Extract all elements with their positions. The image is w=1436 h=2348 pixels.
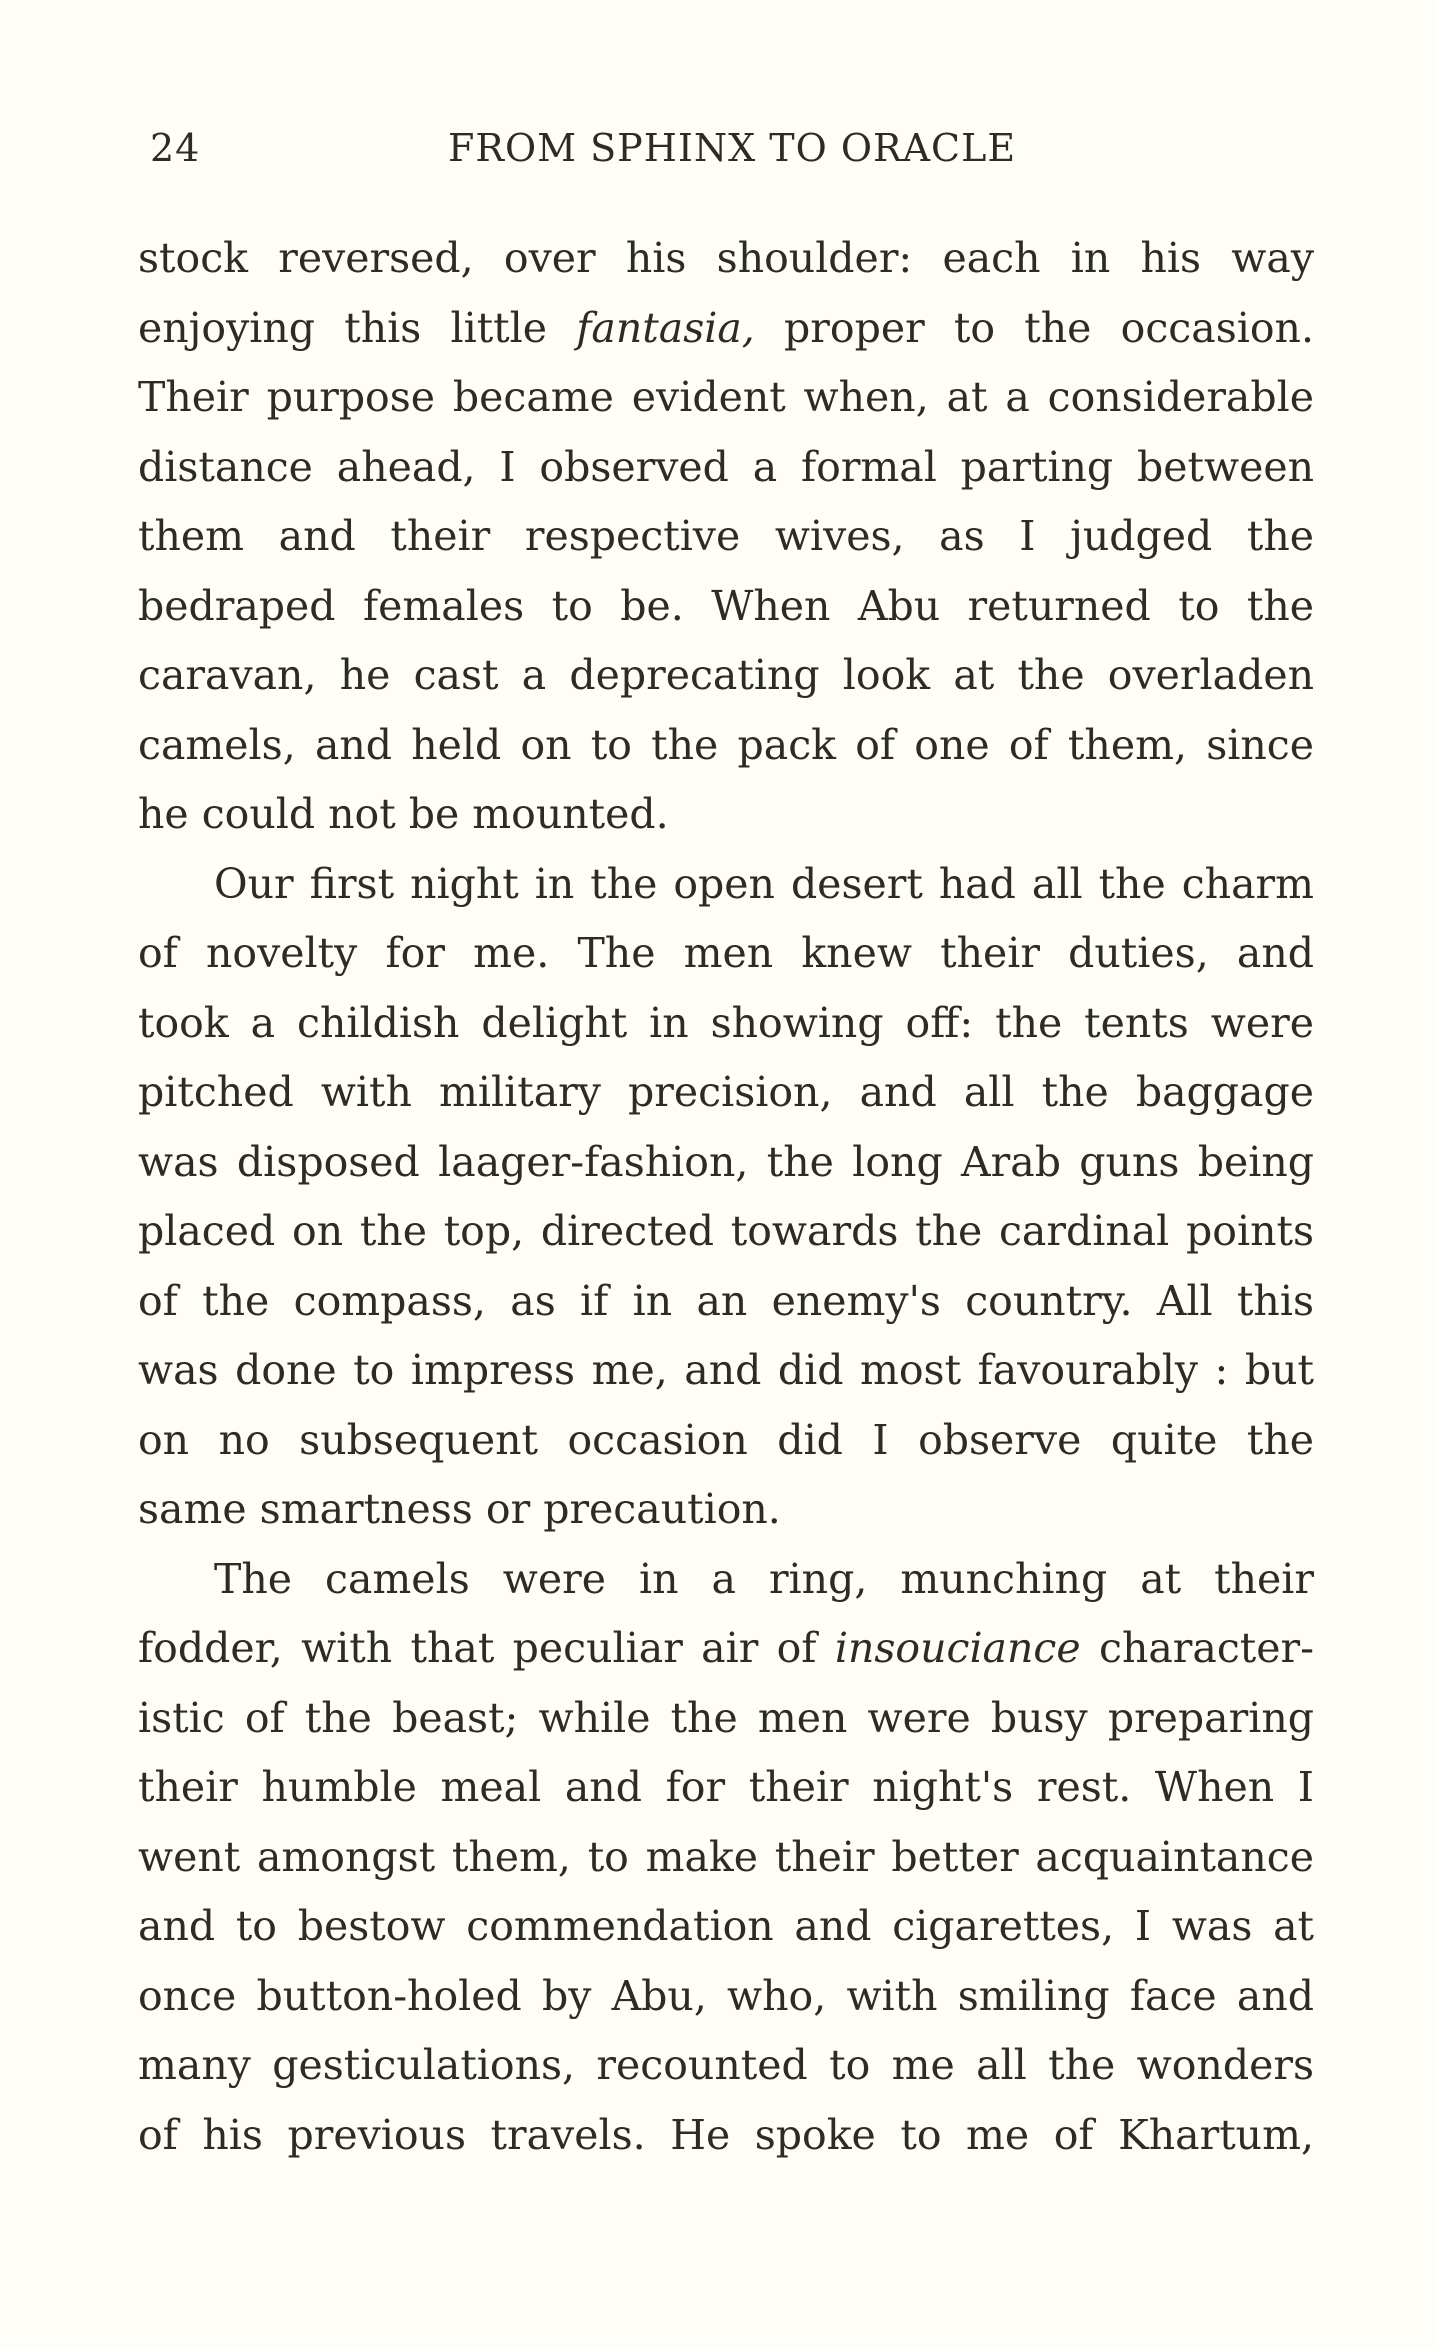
text-line: them and their respective wives, as I judged the: [138, 512, 1314, 560]
text-line: of novelty for me. The men knew their duties, and: [138, 929, 1314, 977]
text-line: of his previous travels. He spoke to me of Khartum,: [138, 2110, 1314, 2159]
text-line: Our first night in the open desert had all the charm: [214, 859, 1314, 908]
text-line: camels, and held on to the pack of one of them, since: [138, 720, 1314, 769]
text-segment: fodder, with that peculiar air of: [138, 1624, 835, 1672]
text-line: he could not be mounted.: [138, 790, 669, 838]
text-line: [138, 294, 1314, 364]
text-line: and to bestow commendation and cigarettes, I was at: [138, 1902, 1314, 1950]
text-line: caravan, he cast a deprecating look at the overladen: [138, 651, 1314, 699]
text-segment: enjoying this little: [138, 303, 577, 352]
running-title: FROM SPHINX TO ORACLE: [448, 126, 1017, 170]
text-line: of the compass, as if in an enemy's country. All this: [138, 1276, 1314, 1325]
text-line: same smartness or precaution.: [138, 1485, 781, 1533]
text-line: bedraped females to be. When Abu returned to the: [138, 581, 1314, 630]
text-line: pitched with military precision, and all the baggage: [138, 1068, 1314, 1116]
text-line: Their purpose became evident when, at a considerable: [138, 373, 1314, 421]
text-line: was disposed laager-fashion, the long Arab guns being: [138, 1137, 1314, 1186]
text-line: on no subsequent occasion did I observe quite the: [138, 1415, 1314, 1464]
text-line: went amongst them, to make their better acquaintance: [138, 1832, 1314, 1881]
text-line: placed on the top, directed towards the cardinal points: [138, 1207, 1314, 1255]
text-line: many gesticulations, recounted to me all the wonders: [138, 2041, 1314, 2089]
text-line: [138, 1614, 1314, 1684]
text-line: took a childish delight in showing off: the tents were: [138, 998, 1314, 1047]
text-line: istic of the beast; while the men were busy preparing: [138, 1693, 1314, 1742]
italic-phrase: insouciance: [834, 1624, 1081, 1672]
text-line: was done to impress me, and did most favourably : but: [138, 1346, 1314, 1394]
running-head: [150, 126, 1310, 186]
text-segment: character-: [1080, 1624, 1314, 1672]
body-text: [138, 224, 1314, 2170]
page-number: 24: [150, 126, 201, 170]
text-segment: proper to the occasion.: [754, 303, 1314, 352]
text-line: once button-holed by Abu, who, with smiling face and: [138, 1971, 1314, 2020]
text-line: stock reversed, over his shoulder: each in his way: [138, 234, 1314, 282]
text-line: their humble meal and for their night's rest. When I: [138, 1763, 1314, 1811]
italic-phrase: fantasia,: [576, 303, 755, 352]
text-line: The camels were in a ring, munching at their: [214, 1554, 1314, 1603]
text-line: distance ahead, I observed a formal parting between: [138, 442, 1314, 491]
